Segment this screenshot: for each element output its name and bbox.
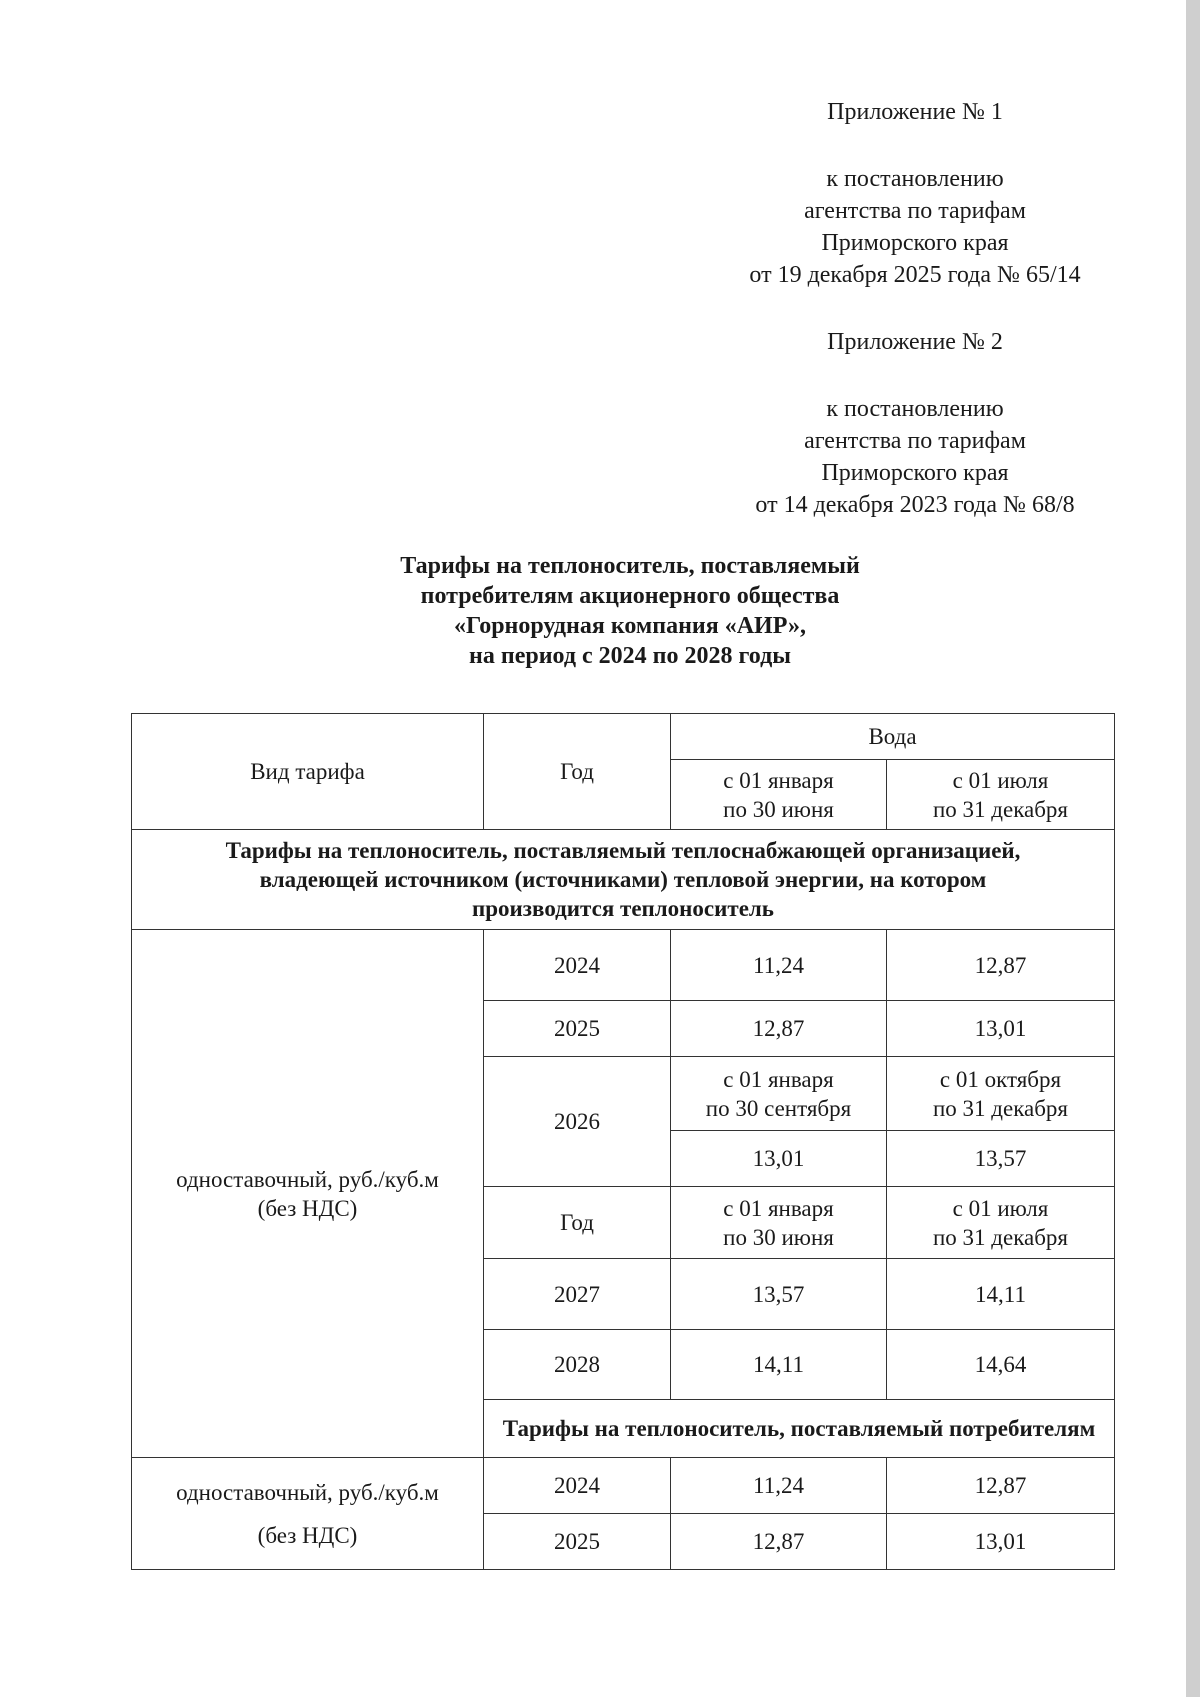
year-cell: 2027 xyxy=(484,1259,671,1330)
period-cell: с 01 января по 30 сентября xyxy=(671,1057,887,1131)
appendix-2-label: Приложение № 2 xyxy=(827,329,1003,355)
value-cell: 12,87 xyxy=(887,930,1115,1001)
value-cell: 12,87 xyxy=(887,1458,1115,1514)
period-cell: с 01 октября по 31 декабря xyxy=(887,1057,1115,1131)
value-cell: 14,11 xyxy=(671,1330,887,1400)
document-title xyxy=(250,551,1010,671)
appendix-1-line: агентства по тарифам xyxy=(804,198,1026,224)
section-2-heading: Тарифы на теплоноситель, поставляемый потребителям xyxy=(484,1400,1115,1458)
value-cell: 11,24 xyxy=(671,1458,887,1514)
value-cell: 12,87 xyxy=(671,1001,887,1057)
value-cell: 13,57 xyxy=(887,1131,1115,1187)
tariff-type-cell-2: одноставочный, руб./куб.м (без НДС) xyxy=(132,1458,484,1570)
header-year: Год xyxy=(484,714,671,830)
title-line: потребителям акционерного общества xyxy=(420,583,840,609)
appendix-2-line: Приморского края xyxy=(821,460,1009,486)
value-cell: 11,24 xyxy=(671,930,887,1001)
title-line: Тарифы на теплоноситель, поставляемый xyxy=(400,553,860,579)
header-period-2: с 01 июля по 31 декабря xyxy=(887,760,1115,830)
year-cell: 2025 xyxy=(484,1514,671,1570)
appendix-2-line: агентства по тарифам xyxy=(804,428,1026,454)
appendix-1-label: Приложение № 1 xyxy=(827,99,1003,125)
value-cell: 14,11 xyxy=(887,1259,1115,1330)
year-cell: 2024 xyxy=(484,930,671,1001)
year-cell: 2024 xyxy=(484,1458,671,1514)
appendix-2-block xyxy=(700,326,1130,521)
appendix-1-line: к постановлению xyxy=(826,166,1004,192)
section-1-heading: Тарифы на теплоноситель, поставляемый теплоснабжающей организацией, владеющей источником (источниками) тепловой энергии, на котором производится теплоноситель xyxy=(132,830,1115,930)
value-cell: 13,01 xyxy=(887,1514,1115,1570)
value-cell: 14,64 xyxy=(887,1330,1115,1400)
value-cell: 13,57 xyxy=(671,1259,887,1330)
subheader-period-1: с 01 января по 30 июня xyxy=(671,1187,887,1259)
appendix-1-date: от 19 декабря 2025 года № 65/14 xyxy=(749,262,1081,288)
value-cell: 13,01 xyxy=(671,1131,887,1187)
scan-edge-strip xyxy=(1186,0,1200,1697)
header-period-1: с 01 января по 30 июня xyxy=(671,760,887,830)
appendix-1-line: Приморского края xyxy=(821,230,1009,256)
year-cell: 2028 xyxy=(484,1330,671,1400)
value-cell: 12,87 xyxy=(671,1514,887,1570)
subheader-year: Год xyxy=(484,1187,671,1259)
header-tariff-type: Вид тарифа xyxy=(132,714,484,830)
header-water: Вода xyxy=(671,714,1115,760)
subheader-period-2: с 01 июля по 31 декабря xyxy=(887,1187,1115,1259)
appendix-2-line: к постановлению xyxy=(826,396,1004,422)
tariff-type-cell: одноставочный, руб./куб.м (без НДС) xyxy=(132,930,484,1458)
year-cell: 2025 xyxy=(484,1001,671,1057)
appendix-1-block xyxy=(700,96,1130,291)
value-cell: 13,01 xyxy=(887,1001,1115,1057)
title-line: «Горнорудная компания «АИР», xyxy=(454,613,806,639)
appendix-2-date: от 14 декабря 2023 года № 68/8 xyxy=(755,492,1075,518)
tariff-table xyxy=(131,713,1115,1570)
year-cell-2026: 2026 xyxy=(484,1057,671,1187)
title-line: на период с 2024 по 2028 годы xyxy=(469,643,791,669)
